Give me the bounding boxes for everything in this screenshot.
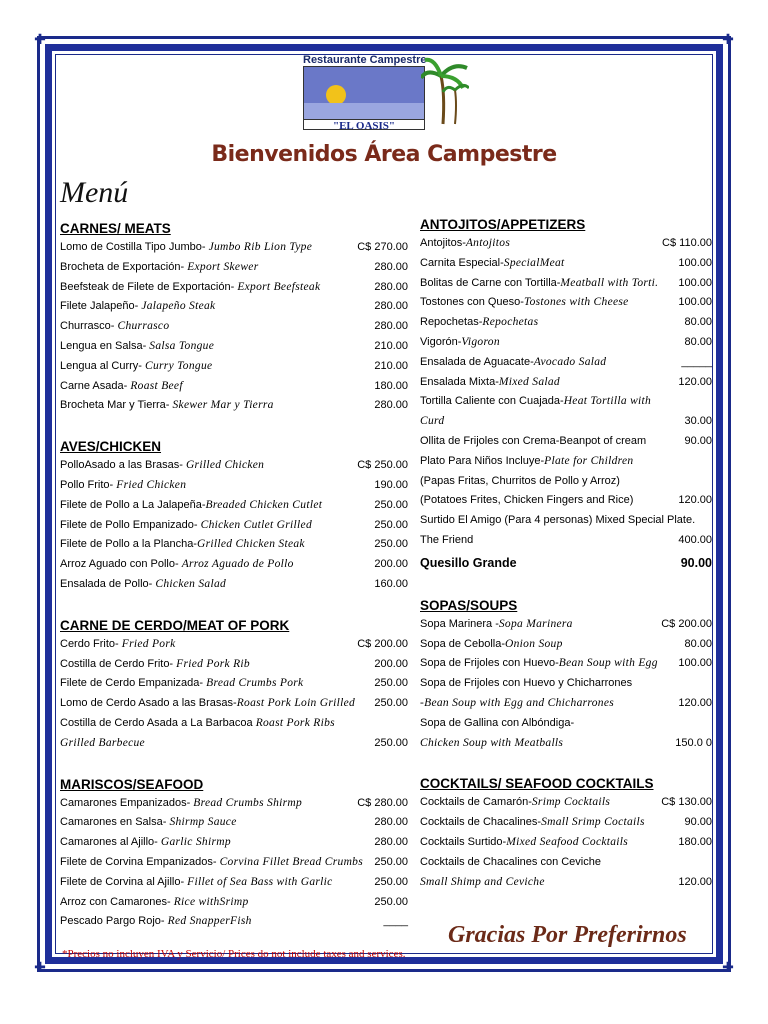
item-price: 90.00 (684, 434, 712, 447)
menu-item-row (60, 912, 410, 932)
item-price: 30.00 (684, 415, 712, 428)
item-name-spanish: Filete de Corvina al Ajillo- (60, 875, 188, 888)
item-name-spanish: The Friend (420, 533, 474, 546)
menu-item-row (60, 635, 410, 655)
item-name-english: Bread Crumbs Shirmp (193, 796, 303, 809)
item-name-english: Repochetas (482, 316, 539, 329)
item-price: 100.00 (678, 256, 712, 269)
menu-item-row (420, 793, 716, 813)
item-name-english: Meatball with Torti. (560, 276, 659, 289)
item-price: 190.00 (374, 478, 408, 491)
item-price: 250.00 (374, 855, 408, 868)
section-spacer (60, 595, 410, 617)
item-price: 400.00 (678, 533, 712, 546)
section-header: ANTOJITOS/APPETIZERS (420, 217, 586, 232)
left-column (60, 220, 410, 932)
featured-item-name: Quesillo Grande (420, 555, 517, 570)
menu-item-row (420, 412, 716, 432)
item-name-english: Mixed Seafood Cocktails (506, 835, 629, 848)
menu-item-row (420, 635, 716, 655)
item-name-spanish: Surtido El Amigo (Para 4 personas) Mixed Special Plate. (420, 514, 696, 527)
item-price: 250.00 (374, 498, 408, 511)
item-name-english: Red SnapperFish (167, 915, 252, 928)
item-name-spanish: Costilla de Cerdo Frito- (60, 657, 177, 670)
item-name-english: Jumbo Rib Lion Type (208, 241, 313, 253)
section-spacer (60, 754, 410, 776)
menu-item-row (420, 452, 716, 472)
item-price: C$ 200.00 (357, 637, 408, 650)
item-name-english: Skewer Mar y Tierra (172, 399, 274, 412)
item-name-english: Shirmp Sauce (169, 816, 237, 829)
item-name-english: SpecialMeat (503, 256, 565, 269)
item-price: _____ (681, 355, 712, 368)
item-name-spanish: Carne Asada- (60, 379, 131, 392)
item-name-spanish: (Papas Fritas, Churritos de Pollo y Arroz) (420, 474, 620, 487)
item-name-english: -Bean Soup with Egg and Chicharrones (420, 696, 615, 709)
menu-item-row (420, 531, 716, 551)
item-price: 280.00 (374, 320, 408, 333)
menu-item-row (420, 853, 716, 873)
menu-item-row (60, 238, 410, 258)
item-name-spanish: Churrasco- (60, 320, 118, 333)
item-name-english: Vigoron (461, 335, 500, 348)
item-price: 90.00 (684, 816, 712, 829)
corner-ornament-icon: ✚ (722, 31, 734, 47)
item-price: 200.00 (374, 657, 408, 670)
menu-item-row (60, 396, 410, 416)
item-price: 180.00 (678, 835, 712, 848)
menu-item-row (420, 615, 716, 635)
item-price: 280.00 (374, 816, 408, 829)
item-name-english: Roast Pork Loin Grilled (236, 697, 356, 710)
item-price: C$ 270.00 (357, 241, 408, 253)
menu-item-row (60, 694, 410, 714)
item-name-spanish: Camarones al Ajillo- (60, 836, 161, 849)
item-name-english: Grilled Barbecue (60, 736, 145, 749)
item-name-spanish: Costilla de Cerdo Asada a La Barbacoa (60, 716, 256, 729)
menu-item-row (60, 813, 410, 833)
item-name-english: Roast Beef (130, 379, 183, 392)
item-name-english: Antojitos (465, 237, 511, 249)
item-price: C$ 280.00 (357, 796, 408, 809)
item-name-spanish: Filete de Pollo a la Plancha- (60, 538, 197, 551)
item-name-spanish: Ensalada de Pollo- (60, 577, 156, 590)
section-header: CARNE DE CERDO/MEAT OF PORK (60, 617, 290, 633)
item-price: 100.00 (678, 296, 712, 309)
item-name-spanish: Pollo Frito- (60, 478, 117, 491)
item-name-spanish: Repochetas- (420, 316, 483, 329)
menu-item-row (60, 357, 410, 377)
item-name-english: Fried Pork Rib (176, 657, 250, 670)
item-name-english: Tostones with Cheese (523, 296, 629, 309)
item-name-spanish: Brocheta Mar y Tierra- (60, 399, 173, 412)
item-name-english: Curd (420, 415, 445, 428)
menu-item-row (60, 476, 410, 496)
item-name-spanish: Bolitas de Carne con Tortilla- (420, 276, 561, 289)
sun-icon (326, 85, 346, 105)
item-name-english: Onion Soup (505, 637, 563, 650)
corner-ornament-icon: ✚ (722, 959, 734, 975)
item-name-spanish: Cocktails de Camarón- (420, 796, 532, 809)
item-name-english: Export Skewer (187, 260, 259, 273)
menu-item-row (60, 853, 410, 873)
item-price: 210.00 (374, 339, 408, 352)
menu-item-row (60, 456, 410, 476)
menu-item-row (420, 333, 716, 353)
item-name-spanish: (Potatoes Frites, Chicken Fingers and Rice) (420, 494, 634, 507)
menu-item-row (60, 317, 410, 337)
item-name-spanish: Lengua al Curry- (60, 359, 145, 372)
item-price: 200.00 (374, 558, 408, 571)
palm-tree-icon (421, 54, 469, 126)
item-name-spanish: Camarones Empanizados- (60, 796, 194, 809)
menu-item-row (420, 511, 716, 531)
item-name-spanish: Cerdo Frito- (60, 637, 122, 650)
item-price: 280.00 (374, 260, 408, 273)
item-name-spanish: Tortilla Caliente con Cuajada- (420, 395, 564, 408)
page-title: Bienvenidos Área Campestre (211, 142, 557, 167)
menu-item-row (420, 353, 716, 373)
section-spacer (420, 753, 716, 775)
logo-banner: "EL OASIS" (304, 119, 424, 130)
menu-item-row (420, 254, 716, 274)
menu-item-row (60, 794, 410, 814)
section-spacer (60, 416, 410, 438)
menu-item-row (420, 293, 716, 313)
corner-ornament-icon: ✚ (34, 959, 46, 975)
menu-item-row (420, 472, 716, 492)
item-price: 80.00 (684, 335, 712, 348)
item-name-spanish: Filete de Cerdo Empanizada- (60, 677, 207, 690)
item-price: 280.00 (374, 399, 408, 412)
item-price: 250.00 (374, 895, 408, 908)
thanks-signature: Gracias Por Preferirnos (448, 922, 687, 948)
item-name-spanish: Tostones con Queso- (420, 296, 524, 309)
item-name-spanish: Ensalada Mixta- (420, 375, 499, 388)
item-name-english: Fillet of Sea Bass with Garlic (187, 875, 333, 888)
item-name-english: Chicken Salad (155, 577, 227, 590)
section-header: COCKTAILS/ SEAFOOD COCKTAILS (420, 776, 654, 792)
item-name-spanish: Lomo de Cerdo Asado a las Brasas- (60, 697, 237, 710)
item-name-spanish: Plato Para Niños Incluye- (420, 454, 545, 467)
menu-item-row (420, 392, 716, 412)
menu-item-row (420, 654, 716, 674)
menu-item-row (60, 337, 410, 357)
item-name-english: Breaded Chicken Cutlet (205, 498, 323, 511)
menu-item-row (420, 813, 716, 833)
menu-item-row (420, 274, 716, 294)
item-name-spanish: Filete Jalapeño- (60, 300, 142, 313)
menu-item-row (60, 278, 410, 298)
menu-item-row (420, 714, 716, 734)
item-name-english: Avocado Salad (533, 355, 607, 368)
item-price: 150.0 0 (675, 736, 712, 749)
item-name-english: Curry Tongue (145, 359, 213, 372)
item-price: 250.00 (374, 736, 408, 749)
item-name-spanish: Lengua en Salsa- (60, 339, 150, 352)
menu-item-row (420, 491, 716, 511)
footer-note: *Precios no incluyen IVA y Servicio/ Prices do not include taxes and services. (62, 948, 406, 960)
featured-item-row (420, 551, 716, 575)
item-price: C$ 110.00 (662, 237, 712, 249)
item-name-english: Heat Tortilla with (563, 395, 652, 408)
item-price: ____ (383, 915, 408, 928)
item-price: C$ 250.00 (357, 459, 408, 472)
item-name-english: Chicken Soup with Meatballs (420, 736, 564, 749)
menu-item-row (420, 694, 716, 714)
section-header: SOPAS/SOUPS (420, 597, 518, 613)
menu-item-row (60, 258, 410, 278)
item-name-spanish: Arroz con Camarones- (60, 895, 174, 908)
restaurant-logo (303, 54, 465, 130)
item-price: 160.00 (374, 577, 408, 590)
item-price: C$ 200.00 (661, 617, 712, 630)
item-name-spanish: Cocktails de Chacalines- (420, 816, 542, 829)
item-price: 250.00 (374, 875, 408, 888)
item-name-english: Sopa Marinera (498, 617, 573, 630)
item-price: 250.00 (374, 677, 408, 690)
item-name-spanish: Antojitos- (420, 237, 466, 249)
corner-ornament-icon: ✚ (34, 31, 46, 47)
featured-item-price: 90.00 (680, 555, 712, 570)
section-spacer (420, 575, 716, 597)
item-name-english: Corvina Fillet Bread Crumbs (219, 855, 364, 868)
item-name-spanish: PolloAsado a las Brasas- (60, 459, 186, 472)
item-price: 250.00 (374, 518, 408, 531)
item-name-english: Srimp Cocktails (531, 796, 611, 809)
item-price: 210.00 (374, 359, 408, 372)
item-price: 180.00 (374, 379, 408, 392)
menu-item-row (60, 734, 410, 754)
right-column (420, 216, 716, 892)
menu-item-row (60, 516, 410, 536)
item-name-english: Plate for Children (544, 454, 634, 467)
menu-item-row (420, 313, 716, 333)
item-name-spanish: Sopa de Frijoles con Huevo- (420, 657, 559, 670)
item-name-english: Export Beefsteak (237, 280, 321, 293)
menu-item-row (60, 555, 410, 575)
logo-scene (303, 66, 425, 130)
item-name-spanish: Filete de Corvina Empanizados- (60, 855, 220, 868)
item-name-english: Rice withSrimp (173, 895, 249, 908)
menu-item-row (60, 893, 410, 913)
item-name-spanish: Camarones en Salsa- (60, 816, 170, 829)
item-name-spanish: Sopa de Cebolla- (420, 637, 506, 650)
menu-item-row (60, 377, 410, 397)
item-name-english: Jalapeño Steak (141, 300, 216, 313)
item-price: 120.00 (678, 875, 712, 888)
menu-item-row (60, 655, 410, 675)
item-name-english: Small Srimp Coctails (541, 816, 645, 829)
menu-item-row (420, 674, 716, 694)
menu-item-row (420, 432, 716, 452)
item-name-spanish: Beefsteak de Filete de Exportación- (60, 280, 238, 293)
menu-item-row (60, 575, 410, 595)
menu-item-row (60, 496, 410, 516)
item-name-english: Churrasco (117, 320, 170, 333)
item-name-spanish: Ollita de Frijoles con Crema-Beanpot of cream (420, 434, 647, 447)
logo-title: Restaurante Campestre (303, 54, 427, 66)
item-name-spanish: Cocktails Surtido- (420, 835, 507, 848)
item-name-spanish: Vigorón- (420, 335, 462, 348)
item-name-english: Small Shimp and Ceviche (420, 875, 545, 888)
menu-item-row (420, 234, 716, 254)
item-name-english: Chicken Cutlet Grilled (200, 518, 312, 531)
item-price: 100.00 (678, 276, 712, 289)
item-price: 120.00 (678, 494, 712, 507)
menu-heading: Menú (60, 176, 129, 209)
item-name-spanish: Sopa de Gallina con Albóndiga- (420, 716, 575, 729)
menu-item-row (60, 833, 410, 853)
item-name-english: Roast Pork Ribs (255, 716, 335, 729)
item-price: 280.00 (374, 836, 408, 849)
item-name-spanish: Lomo de Costilla Tipo Jumbo- (60, 241, 209, 253)
menu-item-row (60, 297, 410, 317)
section-header: CARNES/ MEATS (60, 221, 171, 236)
item-name-english: Grilled Chicken Steak (196, 538, 305, 551)
item-price: 80.00 (684, 316, 712, 329)
menu-item-row (60, 714, 410, 734)
item-price: 250.00 (374, 697, 408, 710)
item-name-english: Grilled Chicken (185, 459, 265, 472)
item-price: 280.00 (374, 280, 408, 293)
item-name-english: Garlic Shirmp (160, 836, 231, 849)
item-name-english: Fried Pork (121, 637, 176, 650)
menu-item-row (60, 674, 410, 694)
item-name-spanish: Ensalada de Aguacate- (420, 355, 534, 368)
item-price: 120.00 (678, 375, 712, 388)
item-name-english: Fried Chicken (116, 478, 187, 491)
menu-item-row (60, 873, 410, 893)
item-name-spanish: Filete de Pollo Empanizado- (60, 518, 201, 531)
item-name-english: Bean Soup with Egg (558, 657, 658, 670)
item-price: C$ 130.00 (661, 796, 712, 809)
item-name-spanish: Filete de Pollo a La Jalapeña- (60, 498, 206, 511)
item-price: 280.00 (374, 300, 408, 313)
item-name-spanish: Pescado Pargo Rojo- (60, 915, 168, 928)
item-name-spanish: Cocktails de Chacalines con Ceviche (420, 855, 601, 868)
menu-item-row (420, 833, 716, 853)
item-price: 100.00 (678, 657, 712, 670)
menu-item-row (420, 734, 716, 754)
menu-item-row (420, 873, 716, 893)
section-header: AVES/CHICKEN (60, 439, 162, 455)
item-name-english: Salsa Tongue (149, 339, 215, 352)
item-name-spanish: Sopa Marinera - (420, 617, 499, 630)
item-price: 80.00 (684, 637, 712, 650)
menu-item-row (420, 373, 716, 393)
item-name-english: Arroz Aguado de Pollo (181, 558, 294, 571)
item-name-spanish: Sopa de Frijoles con Huevo y Chicharrones (420, 677, 633, 690)
item-name-english: Bread Crumbs Pork (206, 677, 304, 690)
item-price: 250.00 (374, 538, 408, 551)
item-name-spanish: Arroz Aguado con Pollo- (60, 558, 182, 571)
menu-item-row (60, 535, 410, 555)
item-price: 120.00 (678, 696, 712, 709)
section-header: MARISCOS/SEAFOOD (60, 776, 204, 792)
item-name-english: Mixed Salad (498, 375, 560, 388)
item-name-spanish: Brocheta de Exportación- (60, 260, 188, 273)
item-name-spanish: Carnita Especial- (420, 256, 504, 269)
